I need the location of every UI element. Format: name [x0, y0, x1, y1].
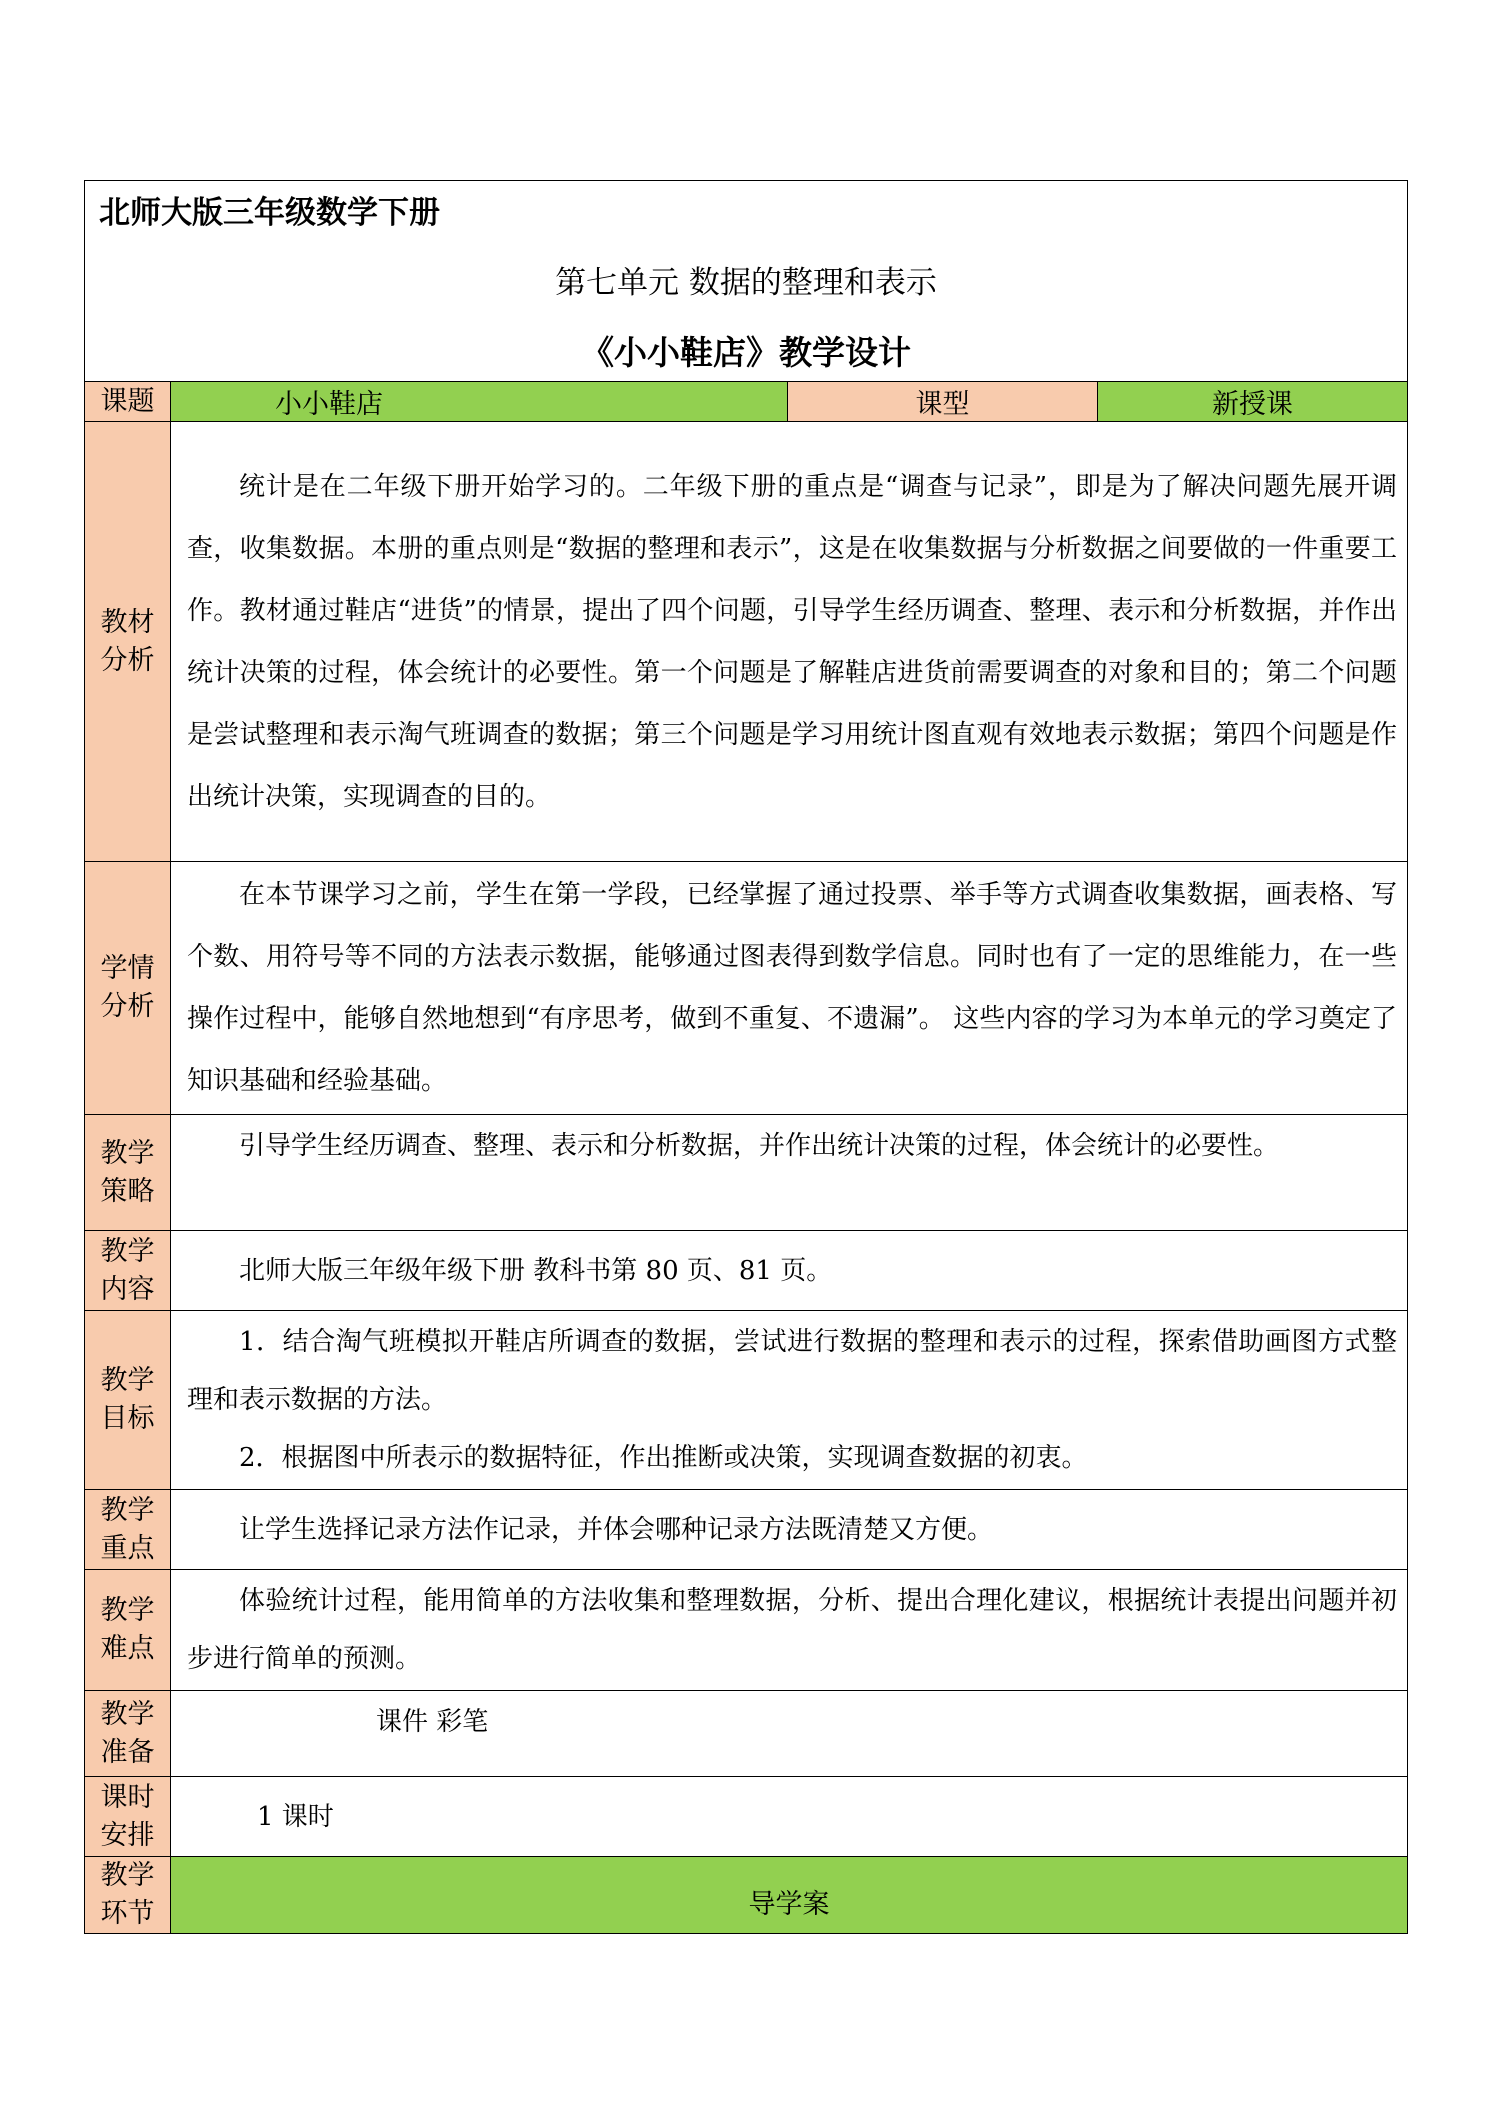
section-row-students: [85, 862, 1408, 1115]
topic-row: [85, 382, 1408, 422]
section-content: [171, 422, 1408, 862]
topic-label: 课题: [85, 382, 171, 422]
section-label: 教学 内容: [85, 1231, 171, 1311]
section-row-goals: [85, 1311, 1408, 1490]
paragraph: 1．结合淘气班模拟开鞋店所调查的数据，尝试进行数据的整理和表示的过程，探索借助画图方式整理和表示数据的方法。: [187, 1327, 1397, 1415]
section-row-content: [85, 1231, 1408, 1311]
publisher-line: 北师大版三年级数学下册: [99, 195, 440, 231]
section-content: [171, 862, 1408, 1115]
steps-row: [85, 1857, 1408, 1934]
section-label: 教学 策略: [85, 1115, 171, 1231]
prep-label: 教学 准备: [85, 1691, 171, 1777]
topic-value: 小小鞋店: [171, 382, 788, 422]
section-row-difficulties: [85, 1570, 1408, 1691]
section-content: [171, 1311, 1408, 1490]
section-label: 教学 难点: [85, 1570, 171, 1691]
type-value: 新授课: [1098, 382, 1408, 422]
lesson-plan-table: [84, 180, 1408, 1934]
header-cell: [85, 181, 1408, 382]
section-content: [171, 1570, 1408, 1691]
header-row: [85, 181, 1408, 382]
section-label: 学情 分析: [85, 862, 171, 1115]
section-row-key-points: [85, 1490, 1408, 1570]
prep-value: 课件 彩笔: [171, 1691, 1408, 1777]
steps-value: 导学案: [171, 1857, 1408, 1934]
section-content: [171, 1231, 1408, 1311]
section-row-textbook: [85, 422, 1408, 862]
prep-row: [85, 1691, 1408, 1777]
paragraph: 统计是在二年级下册开始学习的。二年级下册的重点是“调查与记录”，即是为了解决问题先展开调查，收集数据。本册的重点则是“数据的整理和表示”，这是在收集数据与分析数据之间要做的一件重要工作。教材通过鞋店“进货”的情景，提出了四个问题，引导学生经历调查、整理、表示和分析数据，并作出统计决策的过程，体会统计的必要性。第一个问题是了解鞋店进货前需要调查的对象和目的；第二个问题是尝试整理和表示淘气班调查的数据；第三个问题是学习用统计图直观有效地表示数据；第四个问题是作出统计决策，实现调查的目的。: [187, 471, 1397, 812]
section-content: [171, 1115, 1408, 1231]
section-label: 教学 目标: [85, 1311, 171, 1490]
steps-label: 教学 环节: [85, 1857, 171, 1934]
section-label: 教学 重点: [85, 1490, 171, 1570]
paragraph: 在本节课学习之前，学生在第一学段，已经掌握了通过投票、举手等方式调查收集数据，画表格、写个数、用符号等不同的方法表示数据，能够通过图表得到数学信息。同时也有了一定的思维能力，在一些操作过程中，能够自然地想到“有序思考，做到不重复、不遗漏”。 这些内容的学习为本单元的学习奠定了知识基础和经验基础。: [187, 880, 1397, 1096]
paragraph: 北师大版三年级年级下册 教科书第 80 页、81 页。: [239, 1255, 833, 1286]
hours-label: 课时 安排: [85, 1777, 171, 1857]
paragraph: 体验统计过程，能用简单的方法收集和整理数据，分析、提出合理化建议，根据统计表提出问题并初步进行简单的预测。: [187, 1586, 1397, 1674]
type-label: 课型: [788, 382, 1098, 422]
paragraph: 让学生选择记录方法作记录，并体会哪种记录方法既清楚又方便。: [239, 1514, 994, 1545]
paragraph: 引导学生经历调查、整理、表示和分析数据，并作出统计决策的过程，体会统计的必要性。: [239, 1131, 1280, 1161]
paragraph: 2．根据图中所表示的数据特征，作出推断或决策，实现调查数据的初衷。: [239, 1443, 1088, 1473]
hours-row: [85, 1777, 1408, 1857]
hours-value: 1 课时: [171, 1777, 1408, 1857]
section-content: [171, 1490, 1408, 1570]
unit-title: 第七单元 数据的整理和表示: [555, 265, 937, 301]
section-row-strategy: [85, 1115, 1408, 1231]
lesson-title: 《小小鞋店》教学设计: [581, 333, 911, 372]
section-label: 教材 分析: [85, 422, 171, 862]
